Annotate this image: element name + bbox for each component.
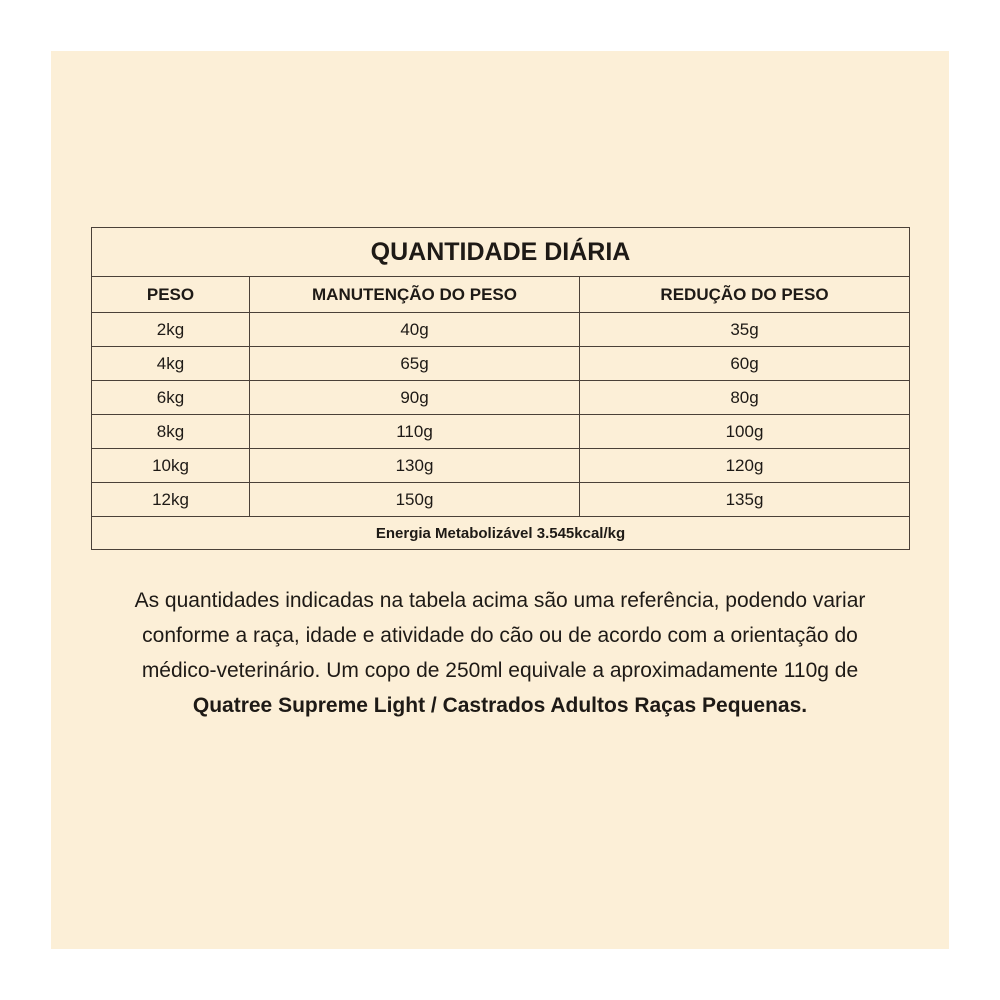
cell-reduction: 35g bbox=[580, 313, 910, 347]
cell-reduction: 100g bbox=[580, 415, 910, 449]
feeding-note bbox=[71, 583, 929, 723]
header-weight: PESO bbox=[92, 277, 250, 313]
table-title: QUANTIDADE DIÁRIA bbox=[92, 228, 910, 277]
table-row bbox=[92, 483, 910, 517]
cell-reduction: 80g bbox=[580, 381, 910, 415]
daily-quantity-table bbox=[91, 227, 910, 550]
cell-maintenance: 65g bbox=[250, 347, 580, 381]
energy-footer: Energia Metabolizável 3.545kcal/kg bbox=[92, 517, 910, 550]
cell-weight: 12kg bbox=[92, 483, 250, 517]
cell-maintenance: 150g bbox=[250, 483, 580, 517]
product-name: Quatree Supreme Light / Castrados Adultos Raças Pequenas. bbox=[192, 694, 808, 717]
header-reduction: REDUÇÃO DO PESO bbox=[580, 277, 910, 313]
cell-maintenance: 40g bbox=[250, 313, 580, 347]
content-panel bbox=[51, 51, 949, 949]
note-line: médico-veterinário. Um copo de 250ml equivale a aproximadamente 110g de bbox=[141, 659, 859, 682]
table-row bbox=[92, 313, 910, 347]
cell-maintenance: 130g bbox=[250, 449, 580, 483]
cell-weight: 4kg bbox=[92, 347, 250, 381]
cell-reduction: 135g bbox=[580, 483, 910, 517]
table-header-row bbox=[92, 277, 910, 313]
table-row bbox=[92, 449, 910, 483]
header-maintenance: MANUTENÇÃO DO PESO bbox=[250, 277, 580, 313]
table-row bbox=[92, 415, 910, 449]
note-line: As quantidades indicadas na tabela acima são uma referência, podendo variar bbox=[134, 589, 866, 612]
cell-weight: 6kg bbox=[92, 381, 250, 415]
cell-maintenance: 110g bbox=[250, 415, 580, 449]
cell-weight: 10kg bbox=[92, 449, 250, 483]
cell-reduction: 120g bbox=[580, 449, 910, 483]
table-row bbox=[92, 347, 910, 381]
cell-reduction: 60g bbox=[580, 347, 910, 381]
table-title-row bbox=[92, 228, 910, 277]
note-line: conforme a raça, idade e atividade do cão ou de acordo com a orientação do bbox=[142, 624, 858, 647]
cell-maintenance: 90g bbox=[250, 381, 580, 415]
cell-weight: 8kg bbox=[92, 415, 250, 449]
table-row bbox=[92, 381, 910, 415]
cell-weight: 2kg bbox=[92, 313, 250, 347]
table-footer-row bbox=[92, 517, 910, 550]
